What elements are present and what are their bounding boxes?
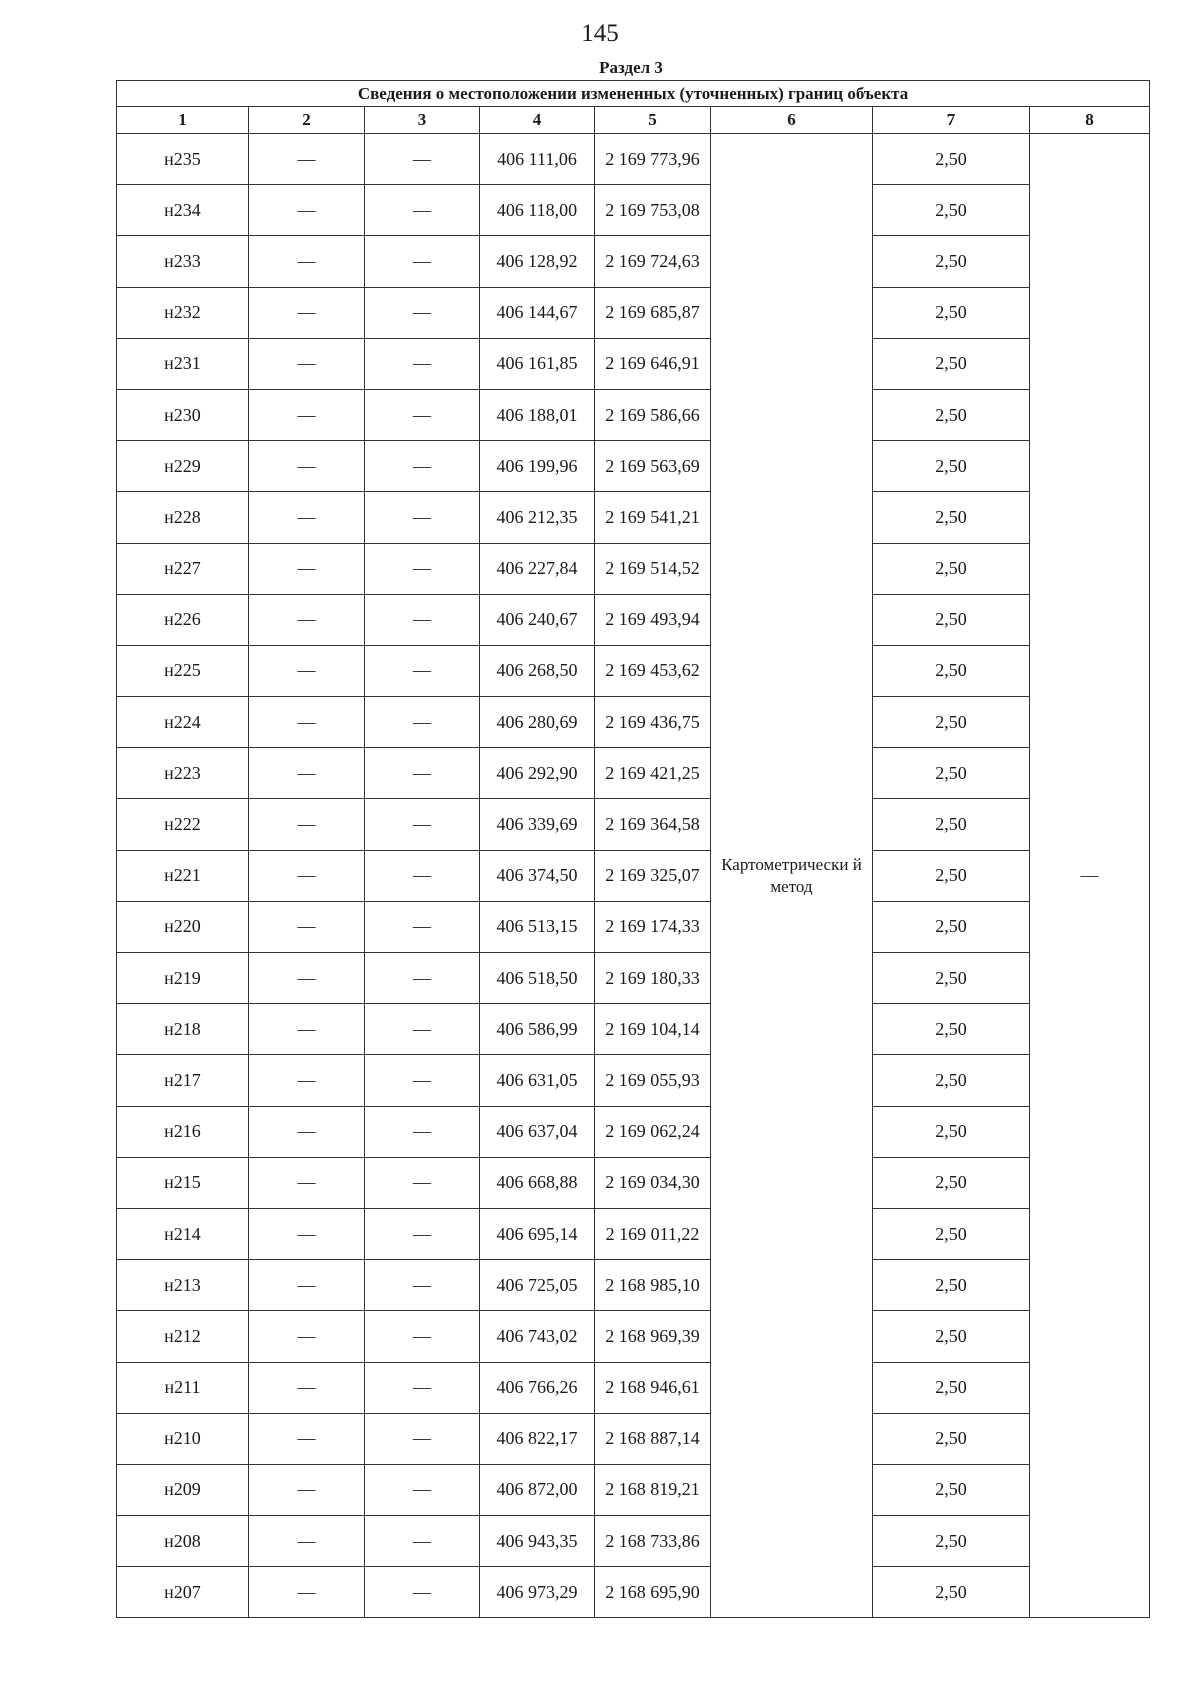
column-3-cell: — [365, 1260, 480, 1311]
column-2-cell: — [249, 1106, 365, 1157]
y-coordinate-cell: 2 169 062,24 [595, 1106, 711, 1157]
point-id-cell: н218 [117, 1004, 249, 1055]
column-3-cell: — [365, 748, 480, 799]
point-id-cell: н219 [117, 953, 249, 1004]
column-number: 5 [595, 107, 711, 134]
column-number: 6 [711, 107, 873, 134]
section-title: Раздел 3 [599, 58, 663, 77]
accuracy-cell: 2,50 [873, 850, 1030, 901]
point-id-cell: н215 [117, 1157, 249, 1208]
y-coordinate-cell: 2 169 724,63 [595, 236, 711, 287]
accuracy-cell: 2,50 [873, 697, 1030, 748]
point-id-cell: н210 [117, 1413, 249, 1464]
x-coordinate-cell: 406 128,92 [480, 236, 595, 287]
y-coordinate-cell: 2 169 753,08 [595, 185, 711, 236]
y-coordinate-cell: 2 169 541,21 [595, 492, 711, 543]
y-coordinate-cell: 2 169 180,33 [595, 953, 711, 1004]
x-coordinate-cell: 406 188,01 [480, 389, 595, 440]
column-2-cell: — [249, 799, 365, 850]
accuracy-cell: 2,50 [873, 1260, 1030, 1311]
point-id-cell: н207 [117, 1567, 249, 1618]
column-2-cell: — [249, 1362, 365, 1413]
column-2-cell: — [249, 492, 365, 543]
x-coordinate-cell: 406 668,88 [480, 1157, 595, 1208]
accuracy-cell: 2,50 [873, 134, 1030, 185]
column-2-cell: — [249, 901, 365, 952]
accuracy-cell: 2,50 [873, 799, 1030, 850]
column-number: 7 [873, 107, 1030, 134]
column-2-cell: — [249, 1157, 365, 1208]
y-coordinate-cell: 2 169 514,52 [595, 543, 711, 594]
table-row [117, 1362, 1150, 1413]
column-2-cell: — [249, 441, 365, 492]
column-3-cell: — [365, 645, 480, 696]
column-2-cell: — [249, 338, 365, 389]
column-3-cell: — [365, 1567, 480, 1618]
x-coordinate-cell: 406 631,05 [480, 1055, 595, 1106]
y-coordinate-cell: 2 169 493,94 [595, 594, 711, 645]
column-2-cell: — [249, 748, 365, 799]
point-id-cell: н225 [117, 645, 249, 696]
column-3-cell: — [365, 543, 480, 594]
point-id-cell: н226 [117, 594, 249, 645]
point-id-cell: н233 [117, 236, 249, 287]
table-row [117, 236, 1150, 287]
x-coordinate-cell: 406 513,15 [480, 901, 595, 952]
table-row [117, 185, 1150, 236]
y-coordinate-cell: 2 168 969,39 [595, 1311, 711, 1362]
accuracy-cell: 2,50 [873, 1004, 1030, 1055]
table-row [117, 1208, 1150, 1259]
table-row [117, 1516, 1150, 1567]
table-caption: Сведения о местоположении измененных (уточненных) границ объекта [117, 81, 1150, 107]
table-row [117, 1567, 1150, 1618]
y-coordinate-cell: 2 169 055,93 [595, 1055, 711, 1106]
point-id-cell: н208 [117, 1516, 249, 1567]
table-row [117, 287, 1150, 338]
column-3-cell: — [365, 1106, 480, 1157]
point-id-cell: н230 [117, 389, 249, 440]
column-2-cell: — [249, 594, 365, 645]
accuracy-cell: 2,50 [873, 1106, 1030, 1157]
table-row [117, 1004, 1150, 1055]
column-3-cell: — [365, 1311, 480, 1362]
y-coordinate-cell: 2 168 887,14 [595, 1413, 711, 1464]
column-3-cell: — [365, 799, 480, 850]
point-id-cell: н224 [117, 697, 249, 748]
x-coordinate-cell: 406 766,26 [480, 1362, 595, 1413]
point-id-cell: н231 [117, 338, 249, 389]
x-coordinate-cell: 406 822,17 [480, 1413, 595, 1464]
x-coordinate-cell: 406 725,05 [480, 1260, 595, 1311]
column-3-cell: — [365, 134, 480, 185]
y-coordinate-cell: 2 169 011,22 [595, 1208, 711, 1259]
point-id-cell: н223 [117, 748, 249, 799]
table-row [117, 748, 1150, 799]
table-row [117, 953, 1150, 1004]
accuracy-cell: 2,50 [873, 185, 1030, 236]
point-id-cell: н227 [117, 543, 249, 594]
column-number: 8 [1030, 107, 1150, 134]
column-3-cell: — [365, 1157, 480, 1208]
y-coordinate-cell: 2 169 174,33 [595, 901, 711, 952]
column-2-cell: — [249, 389, 365, 440]
y-coordinate-cell: 2 169 364,58 [595, 799, 711, 850]
method-cell: Картометрически й метод [711, 134, 873, 1618]
column-2-cell: — [249, 236, 365, 287]
y-coordinate-cell: 2 168 946,61 [595, 1362, 711, 1413]
table-row [117, 441, 1150, 492]
x-coordinate-cell: 406 161,85 [480, 338, 595, 389]
accuracy-cell: 2,50 [873, 1208, 1030, 1259]
point-id-cell: н232 [117, 287, 249, 338]
accuracy-cell: 2,50 [873, 1055, 1030, 1106]
table-row [117, 901, 1150, 952]
x-coordinate-cell: 406 144,67 [480, 287, 595, 338]
column-3-cell: — [365, 697, 480, 748]
x-coordinate-cell: 406 339,69 [480, 799, 595, 850]
x-coordinate-cell: 406 292,90 [480, 748, 595, 799]
point-id-cell: н211 [117, 1362, 249, 1413]
accuracy-cell: 2,50 [873, 441, 1030, 492]
accuracy-cell: 2,50 [873, 953, 1030, 1004]
point-id-cell: н214 [117, 1208, 249, 1259]
table-row [117, 1157, 1150, 1208]
y-coordinate-cell: 2 169 685,87 [595, 287, 711, 338]
x-coordinate-cell: 406 227,84 [480, 543, 595, 594]
column-2-cell: — [249, 1464, 365, 1515]
accuracy-cell: 2,50 [873, 1464, 1030, 1515]
y-coordinate-cell: 2 169 104,14 [595, 1004, 711, 1055]
column-number: 4 [480, 107, 595, 134]
column-3-cell: — [365, 1004, 480, 1055]
column-3-cell: — [365, 901, 480, 952]
column-3-cell: — [365, 850, 480, 901]
point-id-cell: н228 [117, 492, 249, 543]
point-id-cell: н234 [117, 185, 249, 236]
x-coordinate-cell: 406 268,50 [480, 645, 595, 696]
table-row [117, 492, 1150, 543]
y-coordinate-cell: 2 169 586,66 [595, 389, 711, 440]
y-coordinate-cell: 2 169 436,75 [595, 697, 711, 748]
point-id-cell: н209 [117, 1464, 249, 1515]
table-row [117, 134, 1150, 185]
y-coordinate-cell: 2 168 819,21 [595, 1464, 711, 1515]
y-coordinate-cell: 2 168 695,90 [595, 1567, 711, 1618]
column-2-cell: — [249, 1567, 365, 1618]
table-row [117, 850, 1150, 901]
accuracy-cell: 2,50 [873, 1567, 1030, 1618]
table-row [117, 1106, 1150, 1157]
accuracy-cell: 2,50 [873, 1362, 1030, 1413]
accuracy-cell: 2,50 [873, 236, 1030, 287]
x-coordinate-cell: 406 695,14 [480, 1208, 595, 1259]
point-id-cell: н216 [117, 1106, 249, 1157]
point-id-cell: н235 [117, 134, 249, 185]
x-coordinate-cell: 406 973,29 [480, 1567, 595, 1618]
column-2-cell: — [249, 185, 365, 236]
y-coordinate-cell: 2 169 773,96 [595, 134, 711, 185]
accuracy-cell: 2,50 [873, 338, 1030, 389]
table-row [117, 594, 1150, 645]
column-3-cell: — [365, 492, 480, 543]
point-id-cell: н213 [117, 1260, 249, 1311]
accuracy-cell: 2,50 [873, 1516, 1030, 1567]
column-3-cell: — [365, 236, 480, 287]
x-coordinate-cell: 406 586,99 [480, 1004, 595, 1055]
page-number: 145 [581, 20, 619, 47]
column-2-cell: — [249, 1208, 365, 1259]
column-3-cell: — [365, 338, 480, 389]
column-2-cell: — [249, 134, 365, 185]
table-row [117, 1311, 1150, 1362]
column-8-cell: — [1030, 134, 1150, 1618]
column-2-cell: — [249, 1260, 365, 1311]
x-coordinate-cell: 406 872,00 [480, 1464, 595, 1515]
accuracy-cell: 2,50 [873, 543, 1030, 594]
accuracy-cell: 2,50 [873, 901, 1030, 952]
coordinates-table [116, 80, 1150, 1618]
point-id-cell: н217 [117, 1055, 249, 1106]
column-3-cell: — [365, 1362, 480, 1413]
accuracy-cell: 2,50 [873, 594, 1030, 645]
y-coordinate-cell: 2 169 453,62 [595, 645, 711, 696]
table-row [117, 697, 1150, 748]
table-row [117, 543, 1150, 594]
y-coordinate-cell: 2 169 646,91 [595, 338, 711, 389]
accuracy-cell: 2,50 [873, 1413, 1030, 1464]
x-coordinate-cell: 406 743,02 [480, 1311, 595, 1362]
point-id-cell: н222 [117, 799, 249, 850]
y-coordinate-cell: 2 168 985,10 [595, 1260, 711, 1311]
column-2-cell: — [249, 697, 365, 748]
point-id-cell: н212 [117, 1311, 249, 1362]
accuracy-cell: 2,50 [873, 1311, 1030, 1362]
column-3-cell: — [365, 1516, 480, 1567]
accuracy-cell: 2,50 [873, 492, 1030, 543]
point-id-cell: н229 [117, 441, 249, 492]
column-number: 3 [365, 107, 480, 134]
x-coordinate-cell: 406 212,35 [480, 492, 595, 543]
column-2-cell: — [249, 287, 365, 338]
accuracy-cell: 2,50 [873, 389, 1030, 440]
point-id-cell: н221 [117, 850, 249, 901]
accuracy-cell: 2,50 [873, 1157, 1030, 1208]
accuracy-cell: 2,50 [873, 748, 1030, 799]
y-coordinate-cell: 2 169 563,69 [595, 441, 711, 492]
column-2-cell: — [249, 1516, 365, 1567]
column-3-cell: — [365, 287, 480, 338]
table-row [117, 1464, 1150, 1515]
column-3-cell: — [365, 594, 480, 645]
y-coordinate-cell: 2 169 034,30 [595, 1157, 711, 1208]
column-number: 1 [117, 107, 249, 134]
column-numbers-row [117, 107, 1150, 134]
column-2-cell: — [249, 1004, 365, 1055]
x-coordinate-cell: 406 943,35 [480, 1516, 595, 1567]
accuracy-cell: 2,50 [873, 645, 1030, 696]
column-3-cell: — [365, 1413, 480, 1464]
accuracy-cell: 2,50 [873, 287, 1030, 338]
y-coordinate-cell: 2 169 421,25 [595, 748, 711, 799]
table-row [117, 1413, 1150, 1464]
column-3-cell: — [365, 953, 480, 1004]
column-3-cell: — [365, 1464, 480, 1515]
column-3-cell: — [365, 389, 480, 440]
x-coordinate-cell: 406 111,06 [480, 134, 595, 185]
column-number: 2 [249, 107, 365, 134]
column-2-cell: — [249, 1413, 365, 1464]
column-2-cell: — [249, 645, 365, 696]
column-3-cell: — [365, 185, 480, 236]
table-row [117, 1260, 1150, 1311]
table-body [117, 134, 1150, 1618]
column-2-cell: — [249, 850, 365, 901]
table-row [117, 799, 1150, 850]
column-3-cell: — [365, 1208, 480, 1259]
x-coordinate-cell: 406 199,96 [480, 441, 595, 492]
column-2-cell: — [249, 543, 365, 594]
point-id-cell: н220 [117, 901, 249, 952]
y-coordinate-cell: 2 168 733,86 [595, 1516, 711, 1567]
table-row [117, 338, 1150, 389]
x-coordinate-cell: 406 637,04 [480, 1106, 595, 1157]
y-coordinate-cell: 2 169 325,07 [595, 850, 711, 901]
x-coordinate-cell: 406 518,50 [480, 953, 595, 1004]
x-coordinate-cell: 406 240,67 [480, 594, 595, 645]
x-coordinate-cell: 406 280,69 [480, 697, 595, 748]
x-coordinate-cell: 406 118,00 [480, 185, 595, 236]
column-3-cell: — [365, 1055, 480, 1106]
x-coordinate-cell: 406 374,50 [480, 850, 595, 901]
table-row [117, 389, 1150, 440]
column-2-cell: — [249, 1311, 365, 1362]
column-2-cell: — [249, 953, 365, 1004]
column-2-cell: — [249, 1055, 365, 1106]
column-3-cell: — [365, 441, 480, 492]
table-row [117, 1055, 1150, 1106]
table-row [117, 645, 1150, 696]
